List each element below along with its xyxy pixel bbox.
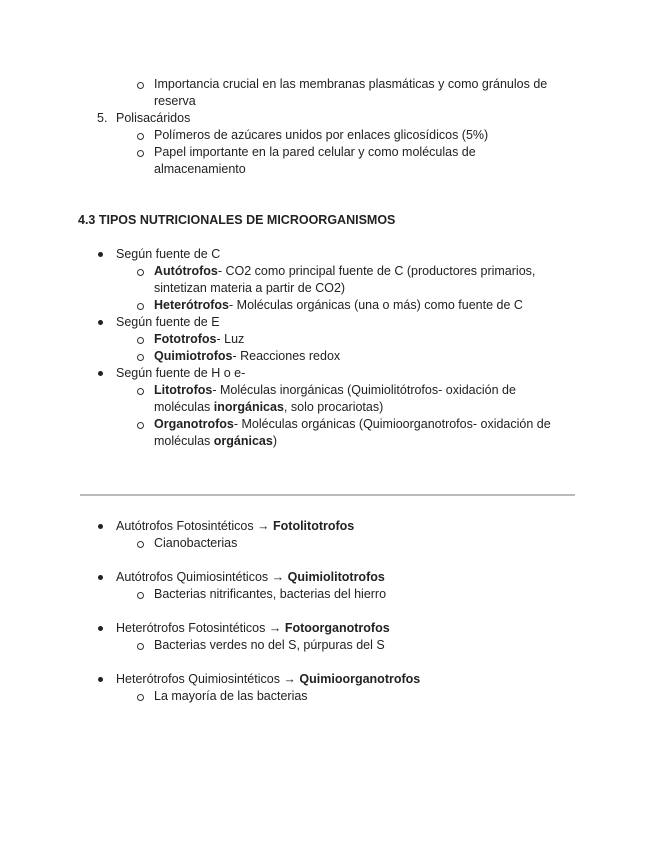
combo-3-prefix: Heterótrofos Fotosintéticos → <box>116 621 285 635</box>
bullet-circle-icon <box>137 303 144 310</box>
bullet-circle-icon <box>137 354 144 361</box>
litotrofos-term: Litotrofos <box>154 383 213 397</box>
organotrofos-desc2a: moléculas <box>154 434 214 448</box>
quimiotrofos-term: Quimiotrofos <box>154 349 233 363</box>
c-source-label: Según fuente de C <box>116 247 221 261</box>
bullet-circle-icon <box>137 82 144 89</box>
bullet-dot-icon <box>98 626 103 631</box>
organotrofos-desc2c: ) <box>272 434 277 448</box>
poly-sub2-line1: Papel importante en la pared celular y como moléculas de <box>154 145 476 159</box>
autotrofos-desc1: - CO2 como principal fuente de C (productores primarios, <box>217 264 536 278</box>
combo-2-prefix: Autótrofos Quimiosintéticos → <box>116 570 288 584</box>
bullet-dot-icon <box>98 575 103 580</box>
bullet-circle-icon <box>137 541 144 548</box>
bullet-circle-icon <box>137 388 144 395</box>
fototrofos-desc: - Luz <box>216 332 245 346</box>
bullet-circle-icon <box>137 694 144 701</box>
autotrofos-line1 <box>154 263 535 280</box>
h-source-label: Según fuente de H o e- <box>116 366 246 380</box>
combo-4-term: Quimioorganotrofos <box>299 672 421 686</box>
item5-number: 5. <box>97 111 108 125</box>
item5-label: Polisacáridos <box>116 111 191 125</box>
bullet-circle-icon <box>137 150 144 157</box>
autotrofos-term: Autótrofos <box>154 264 218 278</box>
autotrofos-line2: sintetizan materia a partir de CO2) <box>154 281 346 295</box>
bullet-dot-icon <box>98 677 103 682</box>
litotrofos-desc2a: moléculas <box>154 400 214 414</box>
heterotrofos-term: Heterótrofos <box>154 298 230 312</box>
combo-2-sub: Bacterias nitrificantes, bacterias del hierro <box>154 587 387 601</box>
heterotrofos-desc: - Moléculas orgánicas (una o más) como fuente de C <box>229 298 523 312</box>
quimiotrofos-line <box>154 348 340 365</box>
fototrofos-line <box>154 331 244 348</box>
bullet-dot-icon <box>98 524 103 529</box>
combo-2 <box>116 569 385 586</box>
bullet-circle-icon <box>137 337 144 344</box>
bullet-circle-icon <box>137 643 144 650</box>
litotrofos-emph: inorgánicas <box>213 400 284 414</box>
bullet-dot-icon <box>98 320 103 325</box>
combo-4 <box>116 671 420 688</box>
bullet-circle-icon <box>137 133 144 140</box>
combo-3-sub: Bacterias verdes no del S, púrpuras del S <box>154 638 385 652</box>
horizontal-divider <box>80 494 575 496</box>
lipid-item-line1: Importancia crucial en las membranas plasmáticas y como gránulos de <box>154 77 548 91</box>
organotrofos-term: Organotrofos <box>154 417 234 431</box>
bullet-dot-icon <box>98 371 103 376</box>
bullet-dot-icon <box>98 252 103 257</box>
organotrofos-desc1: - Moléculas orgánicas (Quimioorganotrofos- oxidación de <box>233 417 551 431</box>
organotrofos-line2 <box>154 433 277 450</box>
bullet-circle-icon <box>137 422 144 429</box>
combo-3-term: Fotoorganotrofos <box>284 621 390 635</box>
combo-3 <box>116 620 390 637</box>
organotrofos-line1 <box>154 416 551 433</box>
combo-4-sub: La mayoría de las bacterias <box>154 689 308 703</box>
litotrofos-desc2c: , solo procariotas) <box>283 400 384 414</box>
combo-1-prefix: Autótrofos Fotosintéticos → <box>116 519 274 533</box>
combo-1-term: Fotolitotrofos <box>273 519 355 533</box>
lipid-item-line2: reserva <box>154 94 196 108</box>
fototrofos-term: Fototrofos <box>154 332 217 346</box>
combo-1-sub: Cianobacterias <box>154 536 238 550</box>
combo-4-prefix: Heterótrofos Quimiosintéticos → <box>116 672 300 686</box>
combo-1 <box>116 518 354 535</box>
organotrofos-emph: orgánicas <box>213 434 273 448</box>
quimiotrofos-desc: - Reacciones redox <box>232 349 341 363</box>
bullet-circle-icon <box>137 269 144 276</box>
bullet-circle-icon <box>137 592 144 599</box>
e-source-label: Según fuente de E <box>116 315 220 329</box>
combo-2-term: Quimiolitotrofos <box>287 570 385 584</box>
section-heading: 4.3 TIPOS NUTRICIONALES DE MICROORGANISMOS <box>78 213 396 227</box>
poly-sub2-line2: almacenamiento <box>154 162 246 176</box>
poly-sub1: Polímeros de azúcares unidos por enlaces glicosídicos (5%) <box>154 128 489 142</box>
heterotrofos-line <box>154 297 523 314</box>
litotrofos-line1 <box>154 382 516 399</box>
litotrofos-desc1: - Moléculas inorgánicas (Quimiolitótrofos- oxidación de <box>212 383 516 397</box>
litotrofos-line2 <box>154 399 383 416</box>
